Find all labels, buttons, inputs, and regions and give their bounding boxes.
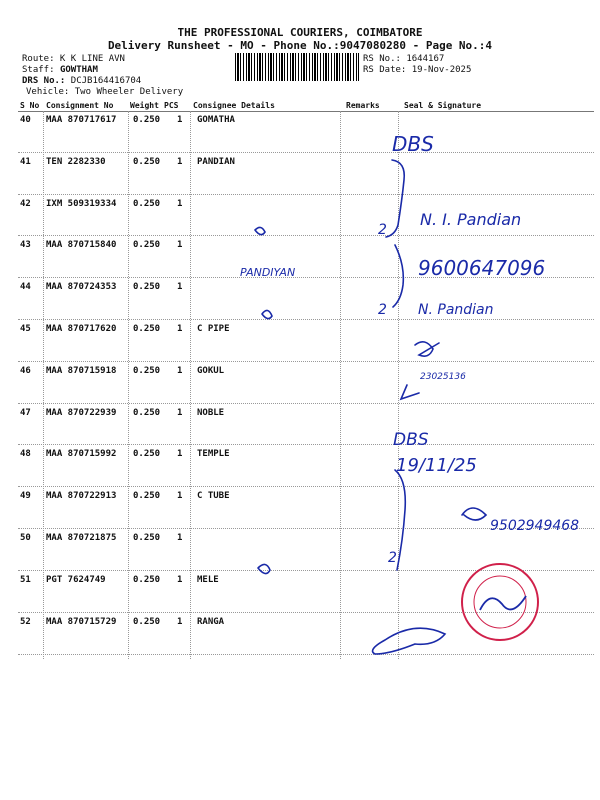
cell-consignment: MAA 870717620 <box>46 324 117 334</box>
staff-label: Staff: <box>22 65 60 75</box>
cell-consignment: MAA 870724353 <box>46 282 117 292</box>
cell-sno: 41 <box>20 157 31 167</box>
col-weight: Weight <box>130 101 159 110</box>
col-remarks: Remarks <box>346 101 380 110</box>
staff-value: GOWTHAM <box>59 65 98 75</box>
cell-sno: 42 <box>20 199 31 209</box>
check-mark <box>415 342 439 356</box>
cell-pcs: 1 <box>177 533 183 543</box>
cell-consignment: MAA 870722939 <box>46 408 117 418</box>
initial-mark <box>258 564 270 573</box>
drs-label: DRS No.: <box>22 76 71 86</box>
cell-consignee: RANGA <box>197 617 225 627</box>
cell-consignee: PANDIAN <box>197 157 235 167</box>
cell-consignment: MAA 870715992 <box>46 449 117 459</box>
rs-number: RS No.: 1644167 <box>363 54 445 64</box>
cell-weight: 0.250 <box>133 491 161 501</box>
handwritten-note: 9600647096 <box>418 256 546 280</box>
drs-value: DCJB164416704 <box>70 76 142 86</box>
cell-consignment: MAA 870715729 <box>46 617 117 627</box>
cell-pcs: 1 <box>177 575 183 585</box>
cell-consignee: TEMPLE <box>197 449 230 459</box>
cell-consignment: MAA 870722913 <box>46 491 117 501</box>
cell-consignee: GOKUL <box>197 366 225 376</box>
document-title: THE PROFESSIONAL COURIERS, COIMBATORE <box>177 26 423 39</box>
cell-pcs: 1 <box>177 240 183 250</box>
cell-consignee: C PIPE <box>197 324 230 334</box>
cell-consignee: MELE <box>197 575 219 585</box>
col-sno: S No <box>20 101 40 110</box>
handwritten-note: DBS <box>392 132 434 156</box>
handwritten-note: 9502949468 <box>490 518 580 534</box>
cell-consignment: IXM 509319334 <box>46 199 117 209</box>
col-pcs: PCS <box>164 101 179 110</box>
cell-consignment: MAA 870715918 <box>46 366 117 376</box>
cell-consignee: NOBLE <box>197 408 225 418</box>
initial-mark <box>373 628 445 654</box>
route-label: Route: K K LINE AVN <box>22 54 125 64</box>
company-stamp <box>462 564 538 640</box>
cell-pcs: 1 <box>177 324 183 334</box>
cell-weight: 0.250 <box>133 115 161 125</box>
col-consignee: Consignee Details <box>193 101 275 110</box>
cell-pcs: 1 <box>177 366 183 376</box>
cell-weight: 0.250 <box>133 324 161 334</box>
bracket-mark <box>393 245 403 307</box>
handwritten-note: N. I. Pandian <box>420 210 522 229</box>
cell-pcs: 1 <box>177 115 183 125</box>
handwritten-note: PANDIYAN <box>240 266 296 279</box>
cell-consignee: GOMATHA <box>197 115 235 125</box>
rs-date: RS Date: 19-Nov-2025 <box>363 65 472 75</box>
handwritten-note: 2 <box>388 550 397 566</box>
document-subtitle: Delivery Runsheet - MO - Phone No.:9047080280 - Page No.:4 <box>107 39 493 52</box>
cell-weight: 0.250 <box>133 408 161 418</box>
initial-mark <box>462 508 486 520</box>
cell-weight: 0.250 <box>133 282 161 292</box>
cell-sno: 49 <box>20 491 31 501</box>
handwritten-note: 2 <box>378 302 387 318</box>
cell-pcs: 1 <box>177 449 183 459</box>
check-mark <box>401 385 419 399</box>
col-seal: Seal & Signature <box>404 101 482 110</box>
cell-consignment: MAA 870717617 <box>46 115 117 125</box>
cell-weight: 0.250 <box>133 449 161 459</box>
cell-consignee: C TUBE <box>197 491 230 501</box>
cell-consignment: MAA 870715840 <box>46 240 117 250</box>
cell-pcs: 1 <box>177 157 183 167</box>
cell-sno: 48 <box>20 449 31 459</box>
cell-sno: 46 <box>20 366 31 376</box>
cell-sno: 45 <box>20 324 31 334</box>
cell-consignment: MAA 870721875 <box>46 533 117 543</box>
cell-sno: 50 <box>20 533 31 543</box>
cell-sno: 47 <box>20 408 31 418</box>
cell-sno: 51 <box>20 575 31 585</box>
cell-sno: 44 <box>20 282 31 292</box>
cell-pcs: 1 <box>177 199 183 209</box>
handwritten-note: N. Pandian <box>418 302 494 318</box>
cell-consignment: TEN 2282330 <box>46 157 106 167</box>
initial-mark <box>255 227 265 234</box>
cell-pcs: 1 <box>177 282 183 292</box>
cell-weight: 0.250 <box>133 533 161 543</box>
cell-consignment: PGT 7624749 <box>46 575 106 585</box>
cell-pcs: 1 <box>177 617 183 627</box>
initial-mark <box>262 310 272 318</box>
handwritten-note: 2 <box>378 222 387 238</box>
handwritten-note: DBS <box>393 430 429 450</box>
cell-weight: 0.250 <box>133 240 161 250</box>
col-consignment: Consignment No <box>46 101 114 110</box>
bracket-mark <box>386 160 404 237</box>
cell-pcs: 1 <box>177 491 183 501</box>
handwritten-note: 23025136 <box>420 372 466 382</box>
handwritten-note: 19/11/25 <box>396 455 477 476</box>
cell-sno: 52 <box>20 617 31 627</box>
cell-pcs: 1 <box>177 408 183 418</box>
cell-sno: 40 <box>20 115 31 125</box>
vehicle-label: Vehicle: Two Wheeler Delivery <box>26 87 184 97</box>
cell-weight: 0.250 <box>133 575 161 585</box>
cell-weight: 0.250 <box>133 199 161 209</box>
cell-weight: 0.250 <box>133 157 161 167</box>
cell-weight: 0.250 <box>133 617 161 627</box>
cell-sno: 43 <box>20 240 31 250</box>
cell-weight: 0.250 <box>133 366 161 376</box>
